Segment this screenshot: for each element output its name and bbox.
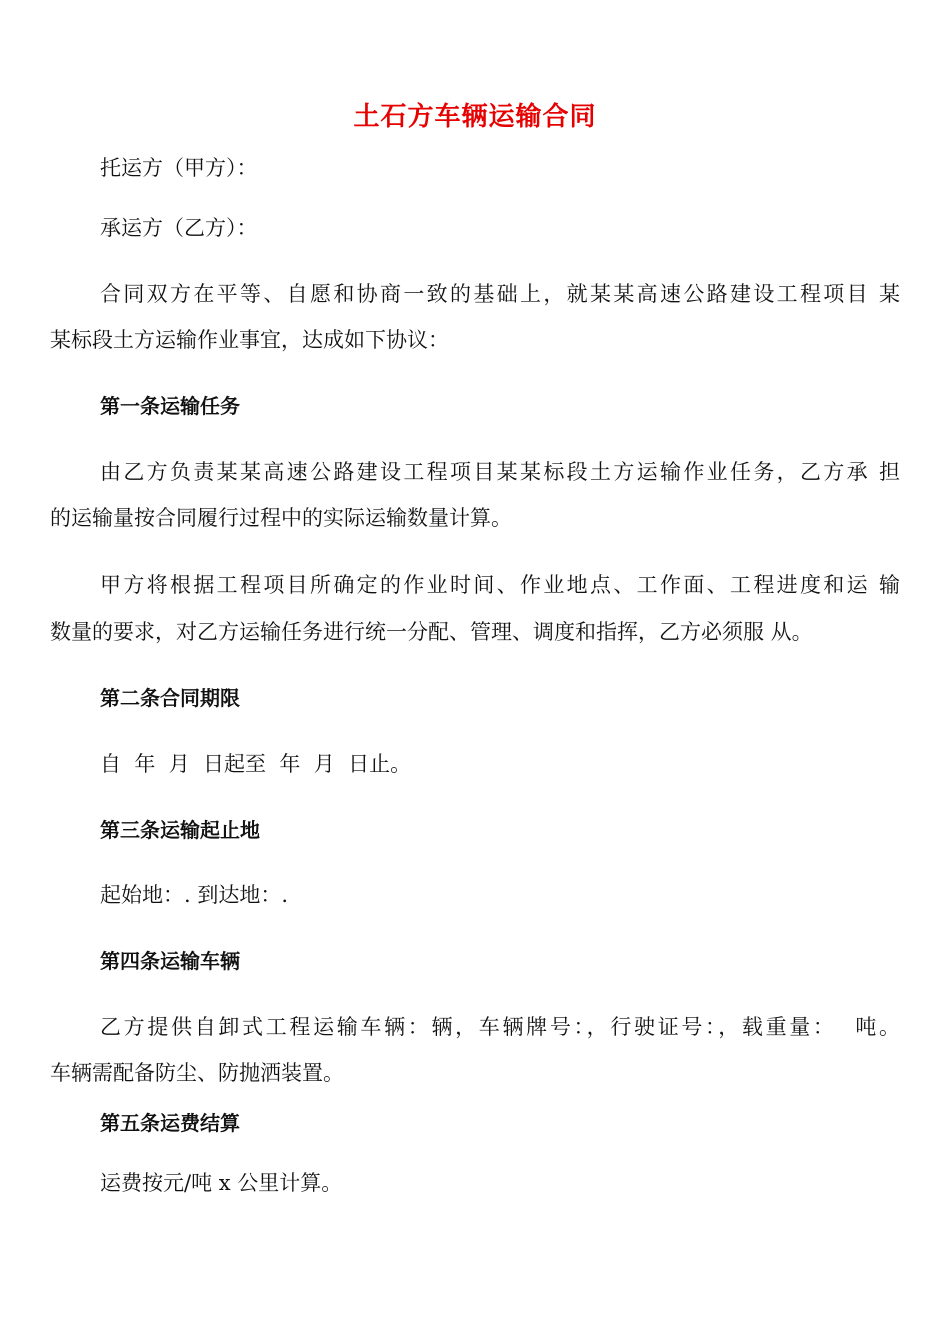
- intro-paragraph-line-2: 某标段土方运输作业事宜，达成如下协议：: [50, 328, 449, 352]
- article-1-paragraph-2-line-2: 数量的要求，对乙方运输任务进行统一分配、管理、调度和指挥，乙方必须服 从。: [50, 620, 813, 644]
- article-5-heading: 第五条运费结算: [100, 1111, 240, 1135]
- article-4-heading: 第四条运输车辆: [100, 949, 240, 973]
- party-b-line: 承运方（乙方）：: [100, 216, 258, 240]
- article-1-heading: 第一条运输任务: [100, 394, 240, 418]
- article-4-paragraph-line-1: 乙方提供自卸式工程运输车辆：辆，车辆牌号：，行驶证号：，载重量： 吨。: [100, 1015, 900, 1039]
- article-2-heading: 第二条合同期限: [100, 686, 240, 710]
- document-title: 土石方车辆运输合同: [353, 102, 597, 132]
- article-2-text: 自 年 月 日起至 年 月 日止。: [100, 752, 412, 776]
- article-1-paragraph-1-line-2: 的运输量按合同履行过程中的实际运输数量计算。: [50, 506, 512, 530]
- article-1-paragraph-2-line-1: 甲方将根据工程项目所确定的作业时间、作业地点、工作面、工程进度和运 输: [100, 573, 900, 597]
- article-5-text: 运费按元/吨 x 公里计算。: [100, 1171, 343, 1195]
- intro-paragraph-line-1: 合同双方在平等、自愿和协商一致的基础上，就某某高速公路建设工程项目 某: [100, 282, 900, 306]
- article-4-paragraph-line-2: 车辆需配备防尘、防抛洒装置。: [50, 1061, 344, 1085]
- article-3-text: 起始地：. 到达地：.: [100, 883, 289, 907]
- party-a-line: 托运方（甲方）：: [100, 156, 258, 180]
- article-3-heading: 第三条运输起止地: [100, 818, 260, 842]
- article-1-paragraph-1-line-1: 由乙方负责某某高速公路建设工程项目某某标段土方运输作业任务，乙方承 担: [100, 460, 900, 484]
